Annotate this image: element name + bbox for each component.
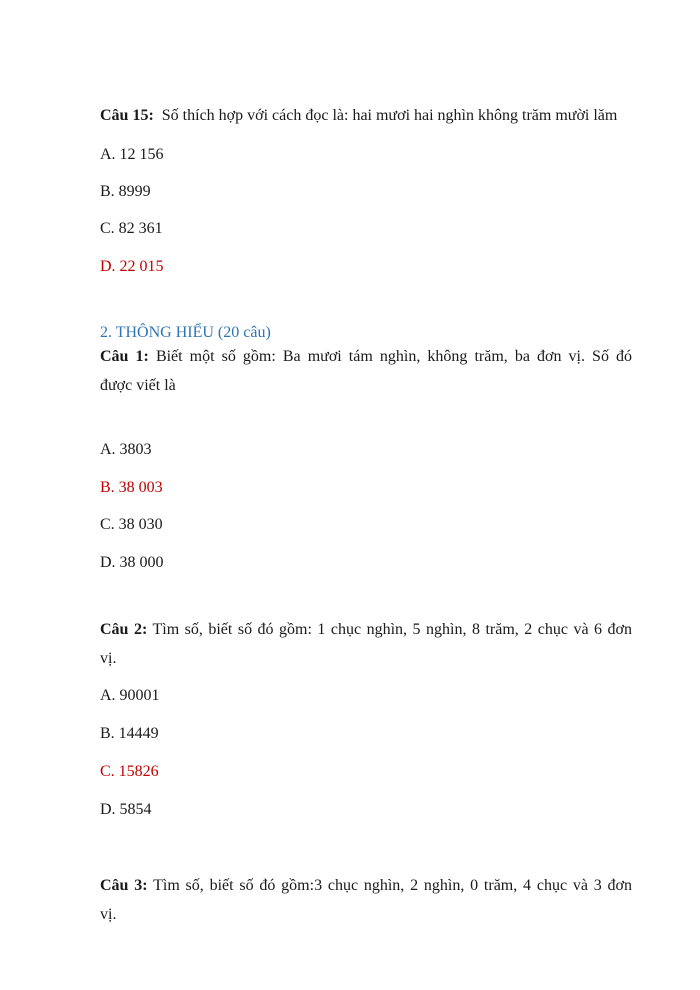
- question-label: Câu 2:: [100, 621, 148, 638]
- question-1: [100, 347, 632, 367]
- question-text: Biết một số gồm: Ba mươi tám nghìn, không trăm, ba đơn vị. Số đó: [155, 348, 633, 365]
- question-text: Tìm số, biết số đó gồm: 1 chục nghìn, 5 nghìn, 8 trăm, 2 chục và 6 đơn: [152, 621, 632, 638]
- section-heading: 2. THÔNG HIỂU (20 câu): [100, 324, 271, 341]
- question-3: [100, 876, 632, 896]
- option-a: A. 3803: [100, 441, 152, 458]
- question-text: Số thích hợp với cách đọc là: hai mươi hai nghìn không trăm mười lăm: [161, 107, 618, 124]
- option-d: D. 38 000: [100, 554, 164, 571]
- question-label: Câu 15:: [100, 107, 154, 124]
- question-15: [100, 106, 617, 126]
- question-2-continued: vị.: [100, 650, 117, 667]
- option-c: C. 38 030: [100, 516, 163, 533]
- option-c: C. 82 361: [100, 220, 163, 237]
- option-d: D. 5854: [100, 801, 152, 818]
- option-b: B. 14449: [100, 725, 159, 742]
- question-text: Tìm số, biết số đó gồm:3 chục nghìn, 2 nghìn, 0 trăm, 4 chục và 3 đơn: [153, 877, 632, 894]
- option-c-correct: C. 15826: [100, 763, 159, 780]
- question-3-continued: vị.: [100, 906, 117, 923]
- question-label: Câu 1:: [100, 348, 149, 365]
- question-1-continued: được viết là: [100, 377, 176, 394]
- option-a: A. 12 156: [100, 146, 164, 163]
- option-b: B. 8999: [100, 183, 151, 200]
- question-2: [100, 620, 632, 640]
- option-d-correct: D. 22 015: [100, 258, 164, 275]
- option-b-correct: B. 38 003: [100, 479, 163, 496]
- question-label: Câu 3:: [100, 877, 148, 894]
- option-a: A. 90001: [100, 687, 160, 704]
